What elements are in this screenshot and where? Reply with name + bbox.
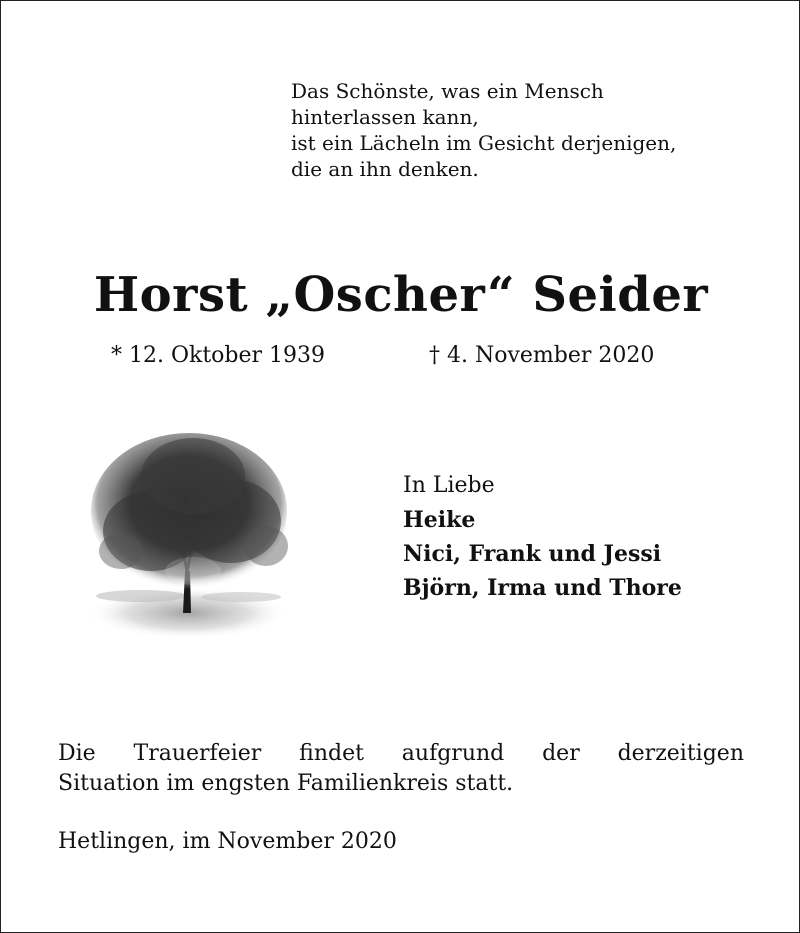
- family-member: Heike: [403, 507, 476, 533]
- memorial-quote: [291, 78, 676, 182]
- tree-icon: [81, 421, 296, 646]
- family-intro: In Liebe: [403, 473, 495, 498]
- birth-date: * 12. Oktober 1939: [111, 343, 326, 368]
- ceremony-notice: [58, 739, 744, 799]
- quote-line: Das Schönste, was ein Mensch: [291, 79, 604, 103]
- family-signature: [403, 469, 682, 605]
- place-date: Hetlingen, im November 2020: [58, 829, 397, 854]
- quote-line: ist ein Lächeln im Gesicht derjenigen,: [291, 131, 677, 155]
- quote-line: die an ihn denken.: [291, 157, 479, 181]
- family-member: Nici, Frank und Jessi: [403, 541, 662, 567]
- ceremony-line: Die Trauerfeier findet aufgrund der derzeitigen: [58, 741, 744, 766]
- ceremony-line: Situation im engsten Familienkreis statt.: [58, 771, 514, 796]
- family-member: Björn, Irma und Thore: [403, 575, 682, 601]
- quote-line: hinterlassen kann,: [291, 105, 479, 129]
- deceased-name: Horst „Oscher“ Seider: [93, 267, 709, 323]
- death-date: † 4. November 2020: [429, 343, 655, 368]
